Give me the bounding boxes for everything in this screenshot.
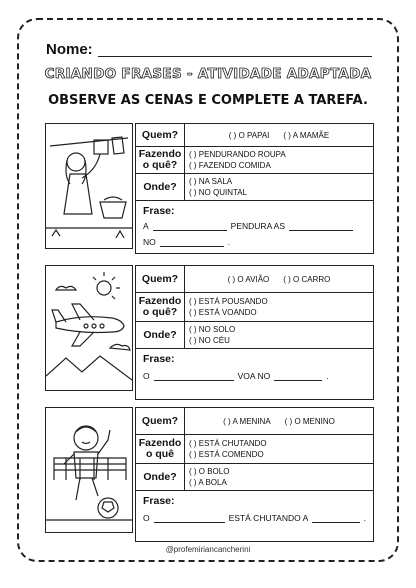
- option-no-ceu[interactable]: ( ) NO CÉU: [189, 336, 230, 345]
- doing-row: [136, 435, 373, 464]
- author-credit: @profemiriancancherini: [165, 545, 251, 554]
- option-pendurando-roupa[interactable]: ( ) PENDURANDO ROUPA: [189, 150, 286, 159]
- who-label: Quem?: [136, 266, 185, 292]
- sentence-word: O: [143, 513, 150, 523]
- doing-label: Fazendo o quê?: [136, 293, 185, 321]
- doing-label: Fazendo o quê?: [136, 147, 185, 173]
- sentence-box: [136, 201, 373, 253]
- sentence-blank[interactable]: [312, 514, 359, 523]
- who-row: [136, 266, 373, 293]
- name-row: [46, 40, 372, 60]
- option-esta-chutando[interactable]: ( ) ESTÁ CHUTANDO: [189, 439, 267, 448]
- question-card-3: [135, 407, 374, 542]
- option-esta-voando[interactable]: ( ) ESTÁ VOANDO: [189, 308, 257, 317]
- page-subtitle: OBSERVE AS CENAS E COMPLETE A TAREFA.: [48, 93, 368, 108]
- option-a-bola[interactable]: ( ) A BOLA: [189, 478, 227, 487]
- option-aviao[interactable]: ( ) O AVIÃO: [227, 274, 270, 284]
- sentence-word: O: [143, 371, 150, 381]
- option-mamae[interactable]: ( ) A MAMÃE: [283, 130, 330, 140]
- doing-row: [136, 293, 373, 322]
- sentence-blank[interactable]: [153, 222, 227, 231]
- sentence-word: VOA NO: [237, 371, 271, 381]
- option-na-sala[interactable]: ( ) NA SALA: [189, 177, 233, 186]
- scene-boy-ball: [45, 407, 133, 533]
- option-carro[interactable]: ( ) O CARRO: [283, 274, 331, 284]
- sentence-word: .: [227, 237, 231, 247]
- who-label: Quem?: [136, 124, 185, 146]
- sentence-word: NO: [143, 237, 156, 247]
- option-papai[interactable]: ( ) O PAPAI: [228, 130, 270, 140]
- sentence-label: Frase:: [143, 205, 175, 217]
- option-o-bolo[interactable]: ( ) O BOLO: [189, 467, 230, 476]
- option-esta-pousando[interactable]: ( ) ESTÁ POUSANDO: [189, 297, 268, 306]
- option-esta-comendo[interactable]: ( ) ESTÁ COMENDO: [189, 450, 264, 459]
- question-card-2: [135, 265, 374, 400]
- doing-row: [136, 147, 373, 174]
- option-menina[interactable]: ( ) A MENINA: [223, 416, 271, 426]
- where-row: [136, 464, 373, 491]
- name-label: Nome:: [46, 41, 93, 58]
- page-title: CRIANDO FRASES - ATIVIDADE ADAPTADA: [44, 66, 372, 82]
- sentence-word: .: [363, 513, 366, 523]
- sentence-box: [136, 491, 373, 541]
- who-row: [136, 124, 373, 147]
- where-label: Onde?: [136, 322, 185, 348]
- sentence-word: .: [326, 371, 329, 381]
- sentence-label: Frase:: [143, 495, 175, 507]
- scene-airplane: [45, 265, 133, 391]
- option-no-solo[interactable]: ( ) NO SOLO: [189, 325, 236, 334]
- option-menino[interactable]: ( ) O MENINO: [284, 416, 335, 426]
- sentence-blank[interactable]: [160, 238, 224, 247]
- sentence-blank[interactable]: [289, 222, 353, 231]
- where-label: Onde?: [136, 464, 185, 490]
- option-no-quintal[interactable]: ( ) NO QUINTAL: [189, 188, 248, 197]
- sentence-word: A: [143, 221, 149, 231]
- sentence-label: Frase:: [143, 353, 175, 365]
- doing-label: Fazendo o quê: [136, 435, 185, 463]
- where-row: [136, 174, 373, 201]
- who-label: Quem?: [136, 408, 185, 434]
- sentence-word: ESTÁ CHUTANDO A: [228, 513, 309, 523]
- sentence-blank[interactable]: [274, 372, 322, 381]
- name-line[interactable]: [98, 56, 372, 57]
- where-row: [136, 322, 373, 349]
- option-fazendo-comida[interactable]: ( ) FAZENDO COMIDA: [189, 161, 271, 170]
- who-row: [136, 408, 373, 435]
- sentence-blank[interactable]: [154, 514, 225, 523]
- scene-mother-laundry: [45, 123, 133, 249]
- where-label: Onde?: [136, 174, 185, 200]
- sentence-blank[interactable]: [154, 372, 234, 381]
- question-card-1: [135, 123, 374, 254]
- sentence-word: PENDURA AS: [230, 221, 285, 231]
- sentence-box: [136, 349, 373, 399]
